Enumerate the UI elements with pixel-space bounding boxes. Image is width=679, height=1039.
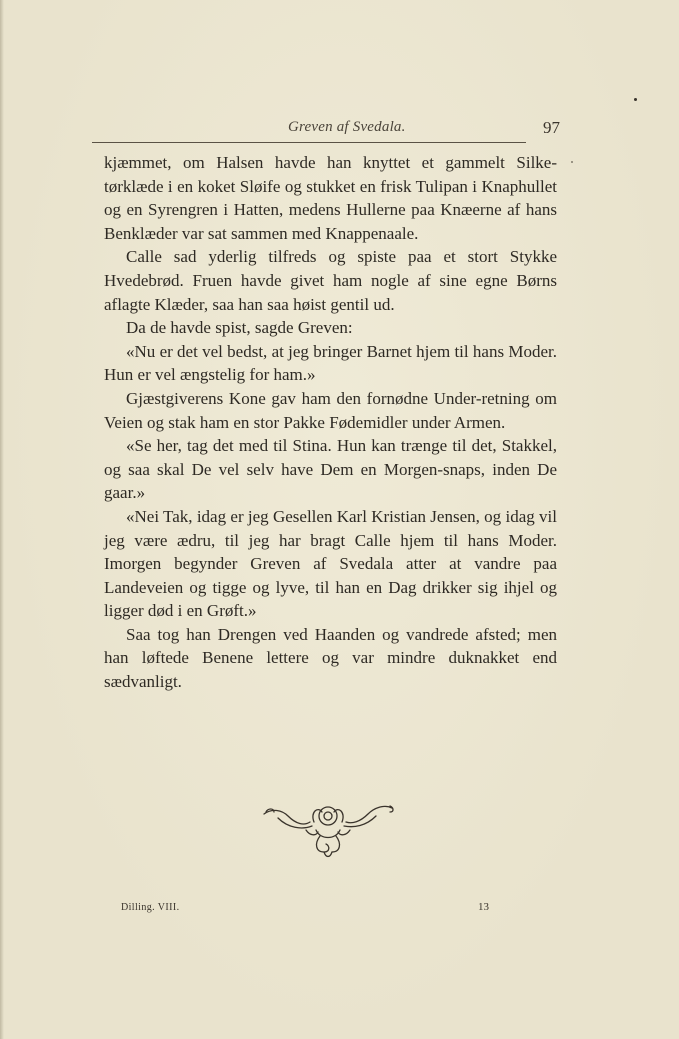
header-rule <box>92 142 526 143</box>
sheet-number: 13 <box>478 901 489 913</box>
paragraph: Saa tog han Drengen ved Haanden og vandrede afsted; men han løftede Benene lettere og var mindre duknakket end sædvanligt. <box>104 624 557 692</box>
paper-speck <box>571 161 573 163</box>
running-title: Greven af Svedala. <box>288 119 406 135</box>
body-text <box>104 151 557 694</box>
page-edge-shadow <box>0 0 4 1039</box>
floral-tailpiece-icon <box>258 800 398 862</box>
page-header <box>104 116 560 144</box>
paragraph: Gjæstgiverens Kone gav ham den fornødne Under-retning om Veien og stak ham en stor Pakke Fødemidler under Armen. <box>104 388 557 432</box>
paper-speck <box>634 98 637 101</box>
page-number: 97 <box>543 118 560 137</box>
paragraph: «Nu er det vel bedst, at jeg bringer Barnet hjem til hans Moder. Hun er vel ængstelig for ham.» <box>104 341 557 385</box>
paragraph: «Nei Tak, idag er jeg Gesellen Karl Kristian Jensen, og idag vil jeg være ædru, til jeg har bragt Calle hjem til hans Moder. Imorgen begynder Greven af Svedala atter at vandre paa Landeveien og tigge og lyve, til han en Dag drikker sig ihjel og ligger død i en Grøft.» <box>104 506 557 621</box>
signature-mark: Dilling. VIII. <box>121 902 180 913</box>
paragraph: Calle sad yderlig tilfreds og spiste paa et stort Stykke Hvedebrød. Fruen havde givet ham nogle af sine egne Børns aflagte Klæder, saa han saa høist gentil ud. <box>104 247 557 314</box>
paragraph: «Se her, tag det med til Stina. Hun kan trænge til det, Stakkel, og saa skal De vel selv have Dem en Morgen-snaps, inden De gaar.» <box>104 436 557 503</box>
paragraph: Da de havde spist, sagde Greven: <box>126 318 353 338</box>
paragraph: kjæmmet, om Halsen havde han knyttet et gammelt Silke-tørklæde i en koket Sløife og stukket en frisk Tulipan i Knaphullet og en Syrengren i Hatten, medens Hullerne paa Knæerne af hans Benklæder var sat sammen med Knappenaale. <box>104 153 557 243</box>
